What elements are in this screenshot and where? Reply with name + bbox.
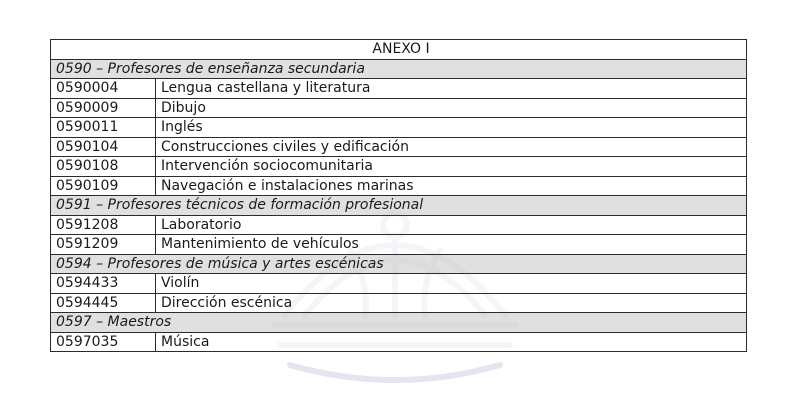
specialty-name: Mantenimiento de vehículos bbox=[156, 235, 747, 255]
annex-title-row bbox=[51, 40, 747, 60]
specialty-name: Dibujo bbox=[156, 98, 747, 118]
specialty-code: 0594445 bbox=[51, 293, 156, 313]
specialty-name: Laboratorio bbox=[156, 215, 747, 235]
specialty-name: Inglés bbox=[156, 118, 747, 138]
table-row bbox=[51, 157, 747, 177]
specialty-code: 0590011 bbox=[51, 118, 156, 138]
group-heading-row bbox=[51, 196, 747, 216]
table-row bbox=[51, 176, 747, 196]
table-row bbox=[51, 235, 747, 255]
specialty-code: 0590104 bbox=[51, 137, 156, 157]
table-row bbox=[51, 215, 747, 235]
specialty-code: 0590009 bbox=[51, 98, 156, 118]
specialty-code: 0590108 bbox=[51, 157, 156, 177]
table-row bbox=[51, 137, 747, 157]
specialty-name: Violín bbox=[156, 274, 747, 294]
specialty-code: 0594433 bbox=[51, 274, 156, 294]
specialty-code: 0590004 bbox=[51, 79, 156, 99]
specialty-name: Música bbox=[156, 332, 747, 352]
specialty-code: 0597035 bbox=[51, 332, 156, 352]
group-heading: 0594 – Profesores de música y artes escénicas bbox=[51, 254, 747, 274]
group-heading: 0597 – Maestros bbox=[51, 313, 747, 333]
table-row bbox=[51, 118, 747, 138]
table-row bbox=[51, 79, 747, 99]
table-row bbox=[51, 274, 747, 294]
group-heading-row bbox=[51, 313, 747, 333]
group-heading: 0590 – Profesores de enseñanza secundaria bbox=[51, 59, 747, 79]
table-row bbox=[51, 332, 747, 352]
specialty-code: 0591209 bbox=[51, 235, 156, 255]
specialty-name: Intervención sociocomunitaria bbox=[156, 157, 747, 177]
specialty-name: Dirección escénica bbox=[156, 293, 747, 313]
table-row bbox=[51, 98, 747, 118]
specialty-name: Lengua castellana y literatura bbox=[156, 79, 747, 99]
table-row bbox=[51, 293, 747, 313]
group-heading-row bbox=[51, 254, 747, 274]
specialty-name: Navegación e instalaciones marinas bbox=[156, 176, 747, 196]
specialty-name: Construcciones civiles y edificación bbox=[156, 137, 747, 157]
group-heading: 0591 – Profesores técnicos de formación profesional bbox=[51, 196, 747, 216]
specialty-code: 0591208 bbox=[51, 215, 156, 235]
group-heading-row bbox=[51, 59, 747, 79]
annex-table bbox=[50, 39, 747, 352]
specialty-code: 0590109 bbox=[51, 176, 156, 196]
annex-title: ANEXO I bbox=[51, 40, 747, 60]
